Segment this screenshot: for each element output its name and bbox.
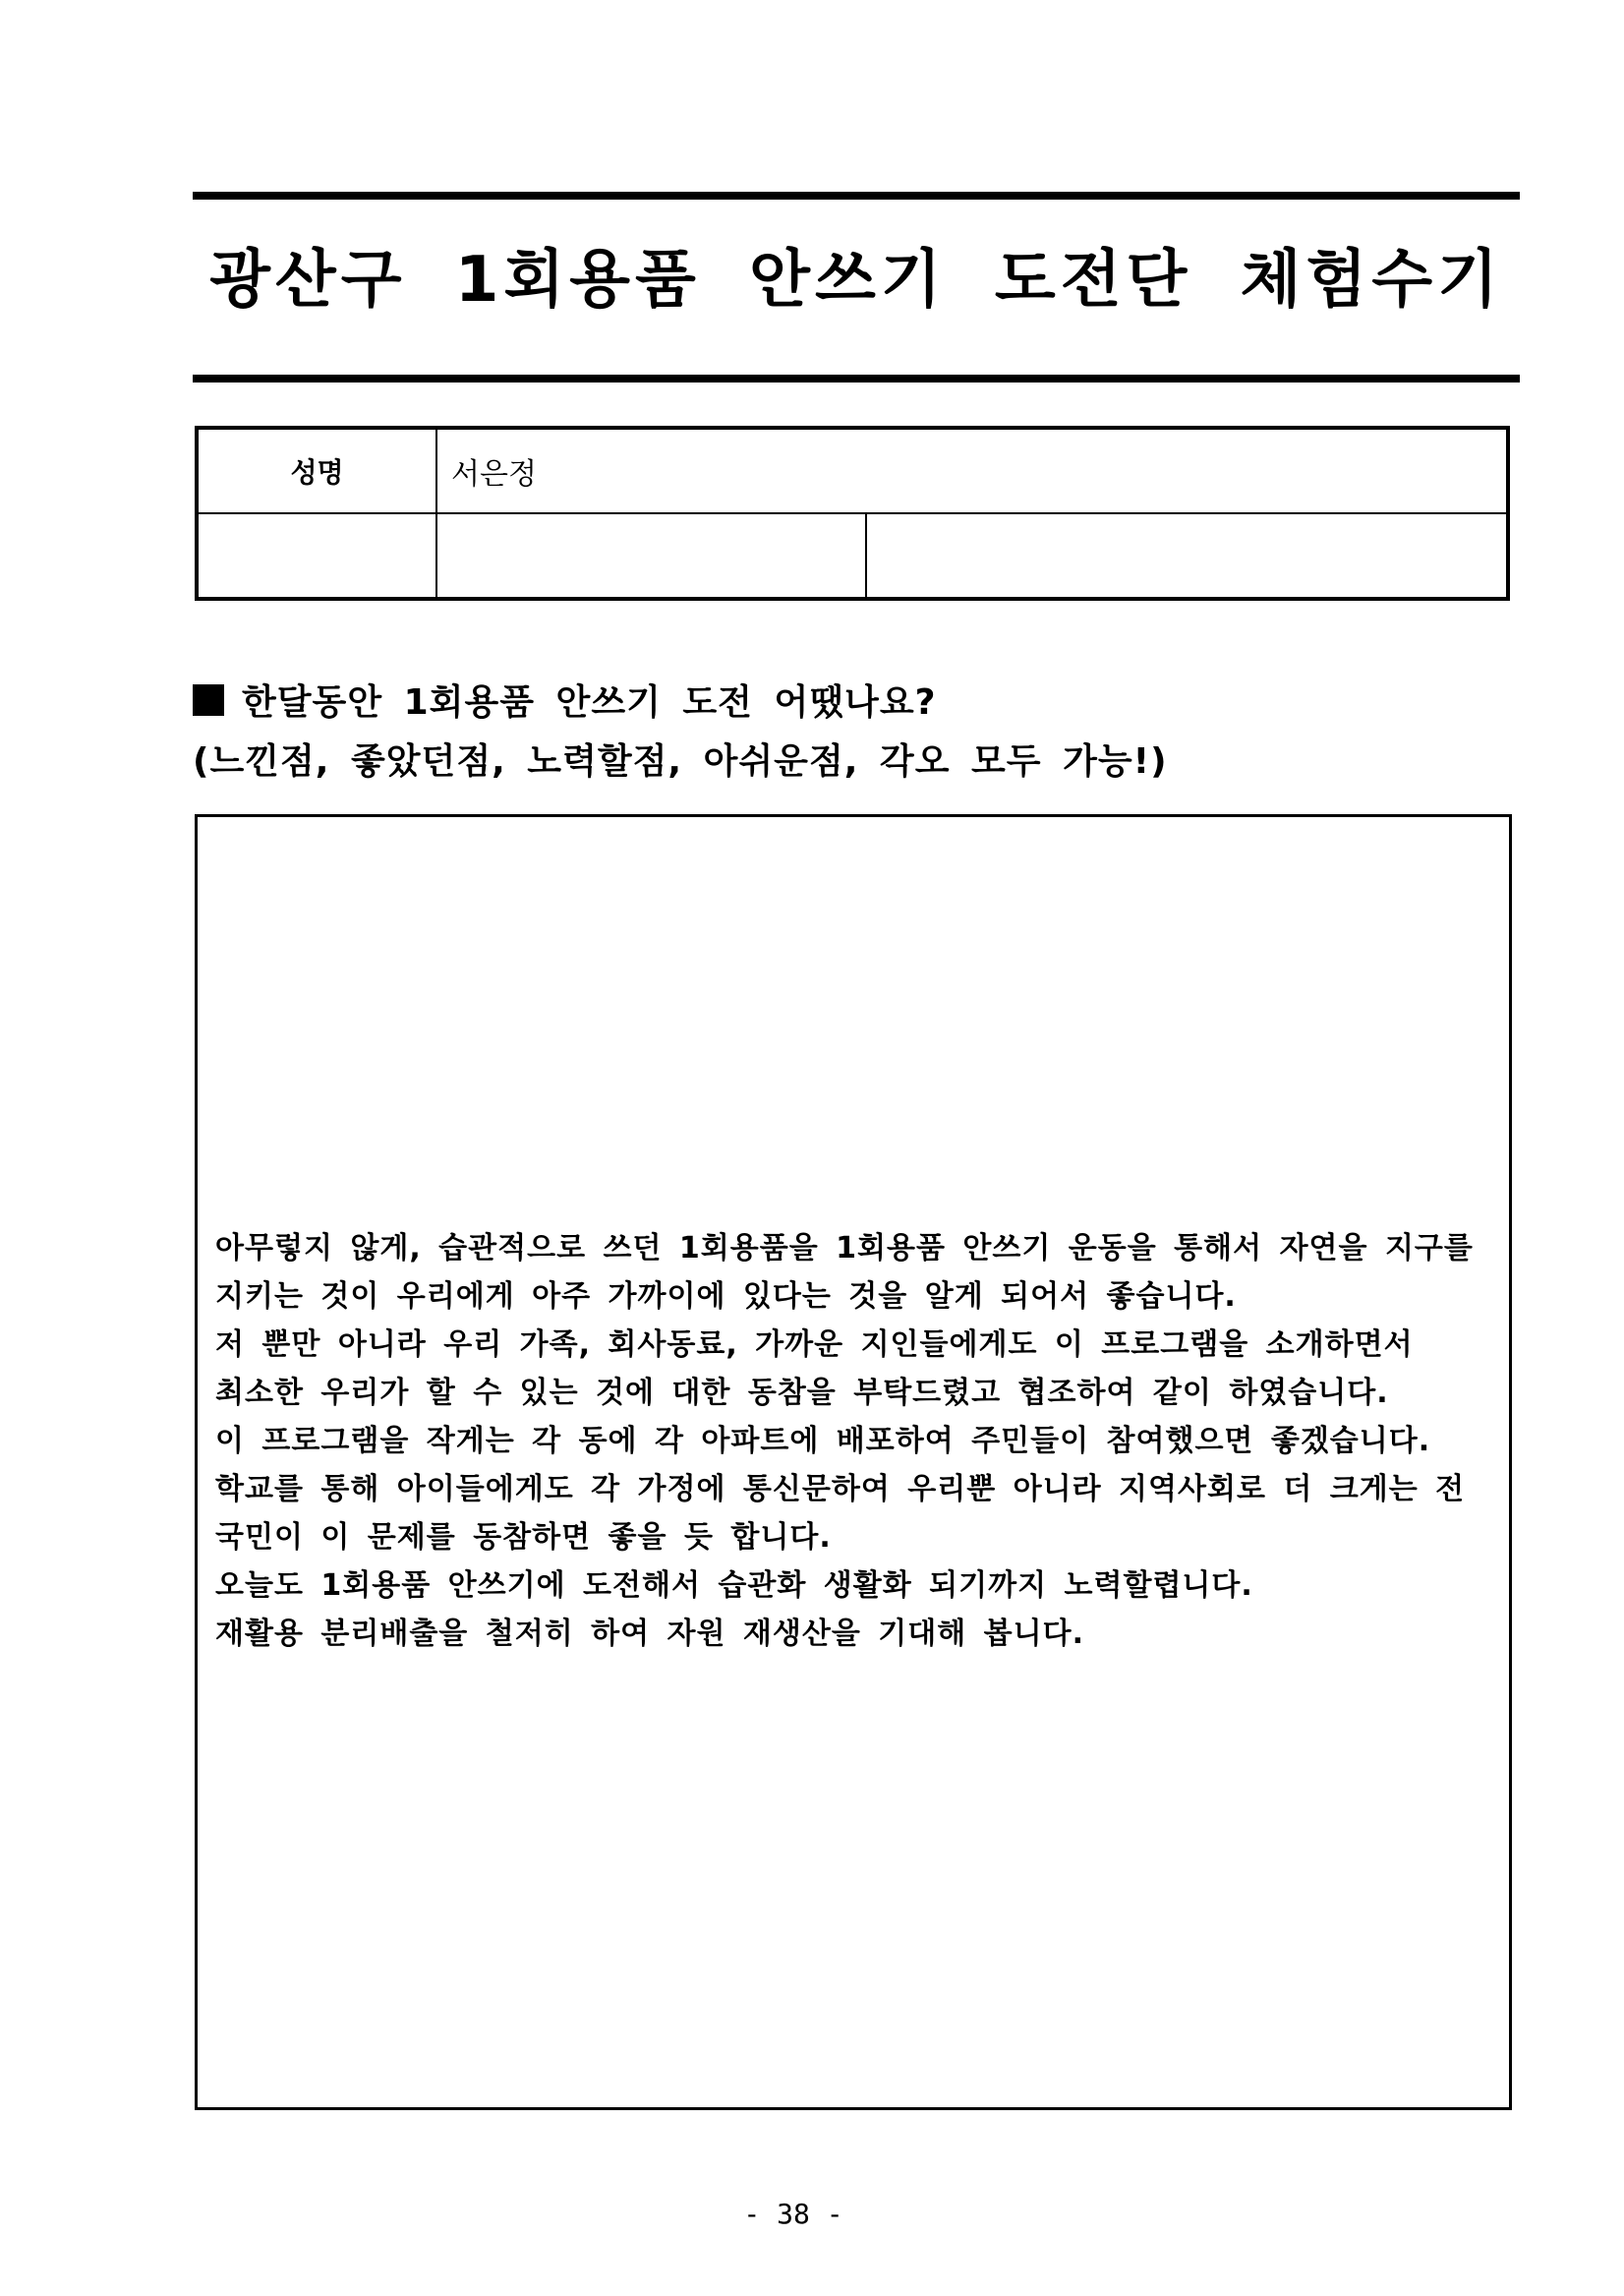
section-subtitle: (느낀점, 좋았던점, 노력할점, 아쉬운점, 각오 모두 가능!) bbox=[193, 741, 1168, 782]
title-bottom-rule bbox=[193, 375, 1520, 383]
essay-line: 오늘도 1회용품 안쓰기에 도전해서 습관화 생활화 되기까지 노력할렵니다. bbox=[215, 1568, 1253, 1603]
document-title: 광산구 1회용품 안쓰기 도전단 체험수기 bbox=[209, 244, 1503, 317]
section-heading bbox=[193, 674, 1168, 792]
row2-value-cell-1 bbox=[436, 513, 866, 599]
essay-line: 재활용 분리배출을 철저히 하여 자원 재생산을 기대해 봅니다. bbox=[215, 1617, 1085, 1651]
row2-value-cell-2 bbox=[866, 513, 1508, 599]
blank-row bbox=[197, 513, 1508, 599]
essay-line: 지키는 것이 우리에게 아주 가까이에 있다는 것을 알게 되어서 좋습니다. bbox=[215, 1279, 1237, 1314]
row2-label-cell bbox=[197, 513, 436, 599]
essay-text bbox=[215, 1224, 1491, 1658]
section-question: 한달동안 1회용품 안쓰기 도전 어땠나요? bbox=[242, 682, 937, 723]
black-square-icon bbox=[193, 684, 224, 716]
name-row bbox=[197, 428, 1508, 513]
info-table bbox=[195, 426, 1510, 601]
essay-line: 저 뿐만 아니라 우리 가족, 회사동료, 가까운 지인들에게도 이 프로그램을 소개하면서 bbox=[215, 1327, 1414, 1362]
essay-line: 국민이 이 문제를 동참하면 좋을 듯 합니다. bbox=[215, 1520, 832, 1555]
essay-line: 아무렇지 않게, 습관적으로 쓰던 1회용품을 1회용품 안쓰기 운동을 통해서 자연을 지구를 bbox=[215, 1231, 1474, 1266]
page-number: - 38 - bbox=[743, 2198, 843, 2230]
essay-line: 최소한 우리가 할 수 있는 것에 대한 동참을 부탁드렸고 협조하여 같이 하였습니다. bbox=[215, 1376, 1389, 1410]
section-question-line bbox=[193, 674, 1168, 733]
title-top-rule bbox=[193, 192, 1520, 200]
essay-line: 이 프로그램을 작게는 각 동에 각 아파트에 배포하여 주민들이 참여했으면 좋겠습니다. bbox=[215, 1424, 1431, 1458]
name-value: 서은정 bbox=[436, 428, 1508, 513]
essay-line: 학교를 통해 아이들에게도 각 가정에 통신문하여 우리뿐 아니라 지역사회로 더 크게는 전 bbox=[215, 1472, 1466, 1506]
name-label: 성명 bbox=[197, 428, 436, 513]
essay-box bbox=[195, 814, 1512, 2110]
